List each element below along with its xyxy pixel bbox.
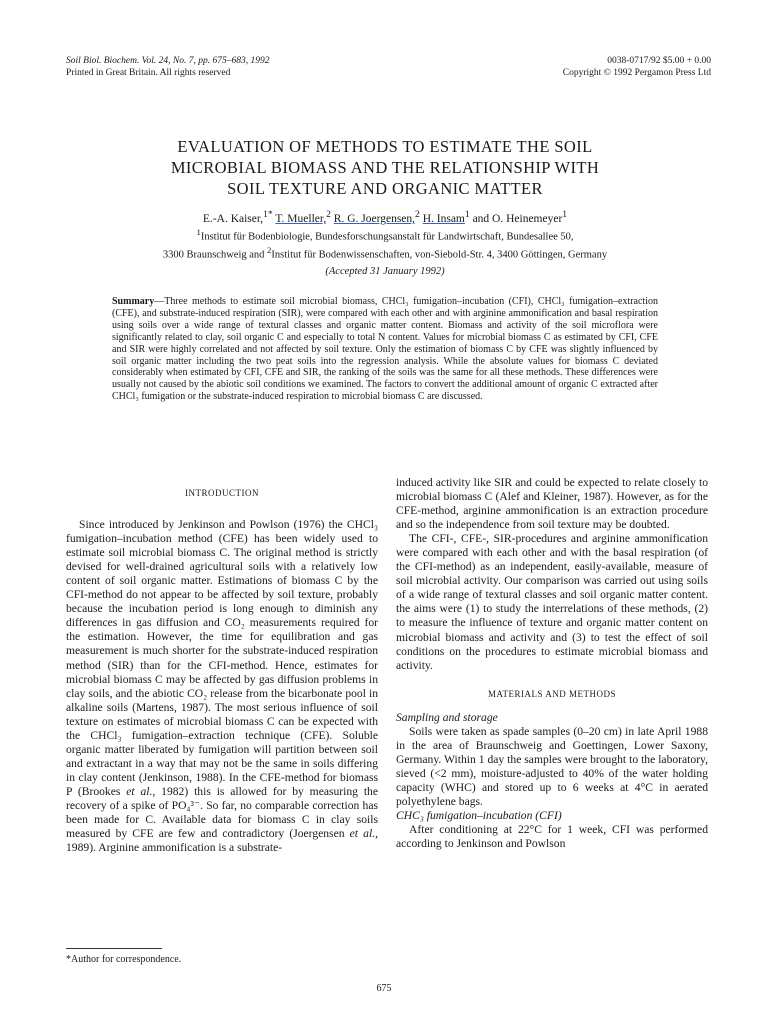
affiliation-line: [90, 226, 680, 244]
copyright-line: Copyright © 1992 Pergamon Press Ltd: [562, 68, 711, 78]
affiliation-text: Institut für Bodenwissenschaften, von-Siebold-Str. 4, 3400 Göttingen, Germany: [271, 249, 608, 260]
copyright-block: [563, 55, 711, 79]
affiliations: [90, 226, 680, 261]
paragraph: induced activity like SIR and could be expected to relate closely to microbial biomass C (Alef and Kleiner, 1987). However, as for the CFE-method, arginine ammonification is an extraction procedure and so the independence from soil texture may be doubted.: [396, 476, 708, 532]
journal-line: Soil Biol. Biochem. Vol. 24, No. 7, pp. 675–683, 1992: [66, 56, 270, 66]
section-heading: INTRODUCTION: [185, 488, 259, 498]
left-column: [66, 476, 378, 855]
paragraph: [66, 518, 378, 855]
citation-etal: et al.: [349, 827, 376, 841]
page-number: 675: [376, 983, 392, 994]
journal-citation: [66, 55, 269, 79]
author-link[interactable]: T. Mueller,: [275, 212, 327, 225]
title-line: MICROBIAL BIOMASS AND THE RELATIONSHIP WITH: [170, 158, 600, 177]
subsection-heading: Sampling and storage: [396, 710, 498, 724]
author-sup: 1: [562, 209, 568, 220]
affiliation-line: [90, 244, 680, 262]
author-sup: 1*: [263, 209, 273, 220]
affiliation-sup: 1: [196, 227, 201, 237]
paragraph: The CFI-, CFE-, SIR-procedures and arginine ammonification were compared with each other and with the basal respiration (of the CFI-method) as an independent, easily-available, measure of soil microbial activity. Our comparison was carried out using soils of a wide range of textural classes and soil organic matter content. the aims were (1) to study the interrelations of these methods, (2) to measure the influence of texture and organic matter content on microbial biomass and activity and (3) to test the effect of soil conditions on the procedures to estimate microbial biomass and activity.: [396, 532, 708, 672]
author-conjunction: and: [472, 212, 490, 225]
paragraph-text: , 1989). Arginine ammonification is a substrate-: [66, 827, 378, 855]
affiliation-text: Institut für Bodenbiologie, Bundesforschungsanstalt für Landwirtschaft, Bundesallee 50,: [200, 231, 574, 243]
affiliation-sup: 2: [267, 244, 272, 255]
paragraph-text: Since introduced by Jenkinson and Powlson (1976) the CHCl₃ fumigation–incubation method (CFE) has been widely used to estimate soil microbial biomass C. The original method is strictly devised for well-drained agricultural soils with a relatively low content of soil organic matter. Estimations of biomass C by the CFI-method do not appear to be affected by soil texture, probably because the incubation period is long enough to diminish any differences in gas diffusion and CO₂ measurements required for the estimation. However, the time for equilibration and gas measurement is much shorter for the substrate-induced respiration method (SIR) than for the CFI-method. Hence, estimates for microbial biomass C may be affected by gas diffusion problems in clay soils, and the abiotic CO₂ release from the bicarbonate pool in alkaline soils (Martens, 1987). The most serious influence of soil texture on estimates of microbial biomass C can be expected with the CHCl₃ fumigation–extraction technique (CFE). Soluble organic matter liberated by fumigation will partition between soil and extractant in a way that may not be the same in soils differing in clay content (Jenkinson, 1988). In the CFE-method for biomass P (Brookes: [66, 518, 378, 798]
subsection-heading: CHC₃ fumigation–incubation (CFI): [396, 809, 562, 823]
article-title: [80, 136, 690, 199]
abstract-text: —Three methods to estimate soil microbial biomass, CHCl₃ fumigation–incubation (CFI), CHCl₃ fumigation–extraction (CFE), and substrate-induced respiration (SIR), were compared with each other and with arginine ammonification and basal respiration using soils over a wide range of textural classes and organic matter content. Biomass and activity of the soil microflora were significantly related to clay, soil organic C and especially to total N content. Values for microbial biomass C as estimated by CFI, CFE and SIR were highly correlated and not affected by soil texture. Only the estimation of biomass C by CFE was slightly influenced by soil organic matter including the two peat soils into the regression analysis. While the absolute values for biomass C deviated considerably when estimated by CFI, CFE and SIR, the ranking of the soils was the same for all these methods. These differences were usually not caused by the abiotic soil conditions we examined. The factors to convert the additional amount of organic C extracted after CHCl₃ fumigation or the substrate-induced respiration to microbial biomass C are discussed.: [112, 296, 658, 403]
paragraph: After conditioning at 22°C for 1 week, CFI was performed according to Jenkinson and Powlson: [396, 823, 708, 851]
paragraph-text: , 1982) this is allowed for by measuring the recovery of a spike of PO₄³⁻. So far, no comparable correction has been made for C. Available data for biomass C in clay soils measured by CFE are few and contradictory (Joergensen: [66, 784, 378, 841]
author-sup: 2: [415, 209, 420, 220]
author-link[interactable]: H. Insam: [422, 212, 465, 225]
footnote-rule: [66, 948, 162, 949]
issn-code: 0038-0717/92 $5.00 + 0.00: [607, 56, 711, 66]
abstract-label: Summary: [112, 296, 155, 307]
printed-line: Printed in Great Britain. All rights reserved: [66, 68, 231, 78]
author-sup: 2: [326, 209, 331, 220]
abstract: [112, 296, 658, 403]
right-column: [396, 476, 708, 851]
author-name: O. Heinemeyer: [492, 212, 563, 225]
paragraph: Soils were taken as spade samples (0–20 cm) in late April 1988 in the area of Braunschweig and Goettingen, Lower Saxony, Germany. Within 1 day the samples were brought to the laboratory, sieved (<2 mm), moisture-adjusted to 40% of the water holding capacity (WHC) and stored up to 6 weeks at 4°C in aerated polyethylene bags.: [396, 724, 708, 808]
section-heading: MATERIALS AND METHODS: [487, 688, 616, 699]
title-line: SOIL TEXTURE AND ORGANIC MATTER: [227, 179, 543, 198]
affiliation-text: 3300 Braunschweig and: [162, 249, 265, 260]
author-link[interactable]: R. G. Joergensen,: [333, 212, 416, 225]
author-name: E.-A. Kaiser,: [202, 212, 264, 225]
accepted-date: (Accepted 31 January 1992): [325, 266, 445, 277]
citation-etal: et al.: [126, 784, 153, 798]
footnote: *Author for correspondence.: [66, 954, 182, 965]
title-line: EVALUATION OF METHODS TO ESTIMATE THE SOIL: [177, 137, 593, 156]
author-list: [80, 208, 690, 226]
author-sup: 1: [464, 209, 470, 220]
